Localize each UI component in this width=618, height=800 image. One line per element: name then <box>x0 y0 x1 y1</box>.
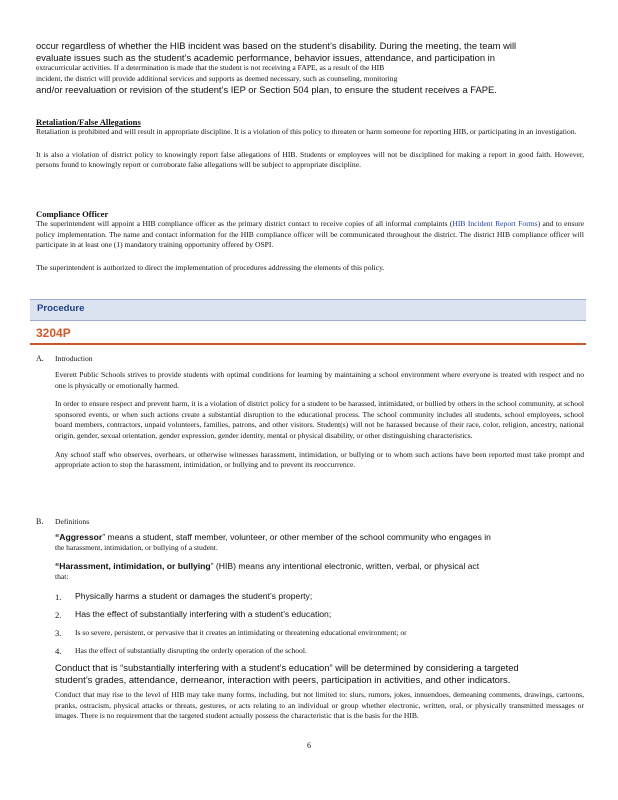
paragraph: It is also a violation of district policy to knowingly report false allegations of HIB. Students or employees will not be disciplined for making a report in good faith. However, persons found to knowingly report or corroborate false allegations will be subject to appropriate discipline. <box>36 149 584 170</box>
text-line: occur regardless of whether the HIB incident was based on the student’s disability. During the meeting, the team will <box>36 40 517 51</box>
definition-line: the harassment, intimidation, or bullying of a student. <box>55 543 218 552</box>
definition-line: that: <box>55 572 69 581</box>
section-heading: Retaliation/False Allegations <box>36 117 141 127</box>
text-line: evaluate issues such as the student’s academic performance, behavior issues, attendance, and participation in <box>36 51 495 63</box>
text-line: extracurricular activities. If a determination is made that the student is not receiving a FAPE, as a result of the HIB <box>36 63 385 73</box>
section-a-marker: A. <box>36 354 44 363</box>
list-item: Physically harms a student or damages the student’s property; <box>75 591 313 601</box>
aggressor-definition <box>55 532 584 554</box>
compliance-section <box>36 209 584 273</box>
hib-definition <box>55 561 584 583</box>
list-number: 1. <box>55 592 62 602</box>
procedure-code: 3204P <box>36 326 71 340</box>
procedure-divider <box>30 343 586 345</box>
paragraph: The superintendent will appoint a HIB compliance officer as the primary district contact to receive copies of all informal complaints (HIB Incident Report Forms) and to ensure policy implementation. The name and contact information for the HIB compliance officer will be communicated throughout the district. The district HIB compliance officer will participate in at least one (1) mandatory training opportunity offered by OSPI. <box>36 219 584 250</box>
section-b-marker: B. <box>36 517 44 526</box>
list-number: 4. <box>55 646 62 656</box>
section-b-title: Definitions <box>55 517 90 526</box>
list-item: Is so severe, persistent, or pervasive that it creates an intimidating or threatening educational environment; or <box>75 628 407 637</box>
section-heading: Compliance Officer <box>36 209 109 219</box>
text-line: incident, the district will provide additional services and supports as deemed necessary, such as counseling, monitoring <box>36 73 398 83</box>
list-item: Has the effect of substantially disrupting the orderly operation of the school. <box>75 646 307 655</box>
paragraph: Retaliation is prohibited and will result in appropriate discipline. It is a violation of this policy to threaten or harm someone for reporting HIB, or participating in an investigation. <box>36 127 577 136</box>
definition-line: “Aggressor” means a student, staff member, volunteer, or other member of the school community who engages in <box>55 532 491 542</box>
procedure-banner <box>30 299 586 321</box>
text-line: Conduct that is “substantially interfering with a student’s education” will be determined by considering a targeted <box>55 662 519 673</box>
paragraph: Everett Public Schools strives to provide students with optimal conditions for learning by maintaining a school environment where everyone is treated with respect and no one is physically or emotionally harmed. <box>55 370 584 390</box>
paragraph: Any school staff who observes, overhears, or otherwise witnesses harassment, intimidation, or bullying or to whom such actions have been reported must take prompt and appropriate action to stop the harassment, intimidation, or bullying and to prevent its reoccurrence. <box>55 449 584 470</box>
list-item: Has the effect of substantially interfering with a student’s education; <box>75 609 332 619</box>
text-line: and/or reevaluation or revision of the student’s IEP or Section 504 plan, to ensure the student receives a FAPE. <box>36 84 497 96</box>
text-line: student’s grades, attendance, demeanor, interaction with peers, participation in activities, and other indicators. <box>55 673 511 685</box>
definition-term: “Harassment, intimidation, or bullying <box>55 561 211 571</box>
page-number: 6 <box>307 741 311 750</box>
section-a-body <box>55 370 584 471</box>
paragraph: Conduct that may rise to the level of HIB may take many forms, including, but not limited to: slurs, rumors, jokes, innuendoes, demeaning comments, drawings, cartoons, pranks, ostracism, physical attacks or threats, gestures, or acts relating to an individual or group whether electronic, written, oral, or physically transmitted messages or images. There is no requirement that the targeted student actually possess the characteristic that is the basis for the HIB. <box>55 690 584 721</box>
paragraph: In order to ensure respect and prevent harm, it is a violation of district policy for a student to be harassed, intimidated, or bullied by others in the school community, at school sponsored events, or when such actions create a substantial disruption to the educational process. The school community includes all students, school employees, school board members, contractors, unpaid volunteers, families, patrons, and other visitors. Student(s) will not be harassed because of their race, color, religion, ancestry, national origin, gender, sexual orientation, gender expression, gender identity, mental or physical disability, or other distinguishing characteristics. <box>55 399 584 440</box>
procedure-banner-label: Procedure <box>37 303 85 314</box>
definition-term: “Aggressor <box>55 532 103 542</box>
list-number: 3. <box>55 628 62 638</box>
section-a-title: Introduction <box>55 354 93 363</box>
continuation-paragraph <box>36 40 584 96</box>
hib-report-forms-link[interactable]: HIB Incident Report Forms <box>452 219 538 228</box>
conduct-paragraph <box>55 662 584 722</box>
definition-line: “Harassment, intimidation, or bullying” (HIB) means any intentional electronic, written, verbal, or physical act <box>55 561 480 571</box>
list-number: 2. <box>55 610 62 620</box>
paragraph: The superintendent is authorized to direct the implementation of procedures addressing the elements of this policy. <box>36 262 385 272</box>
retaliation-section <box>36 117 584 171</box>
